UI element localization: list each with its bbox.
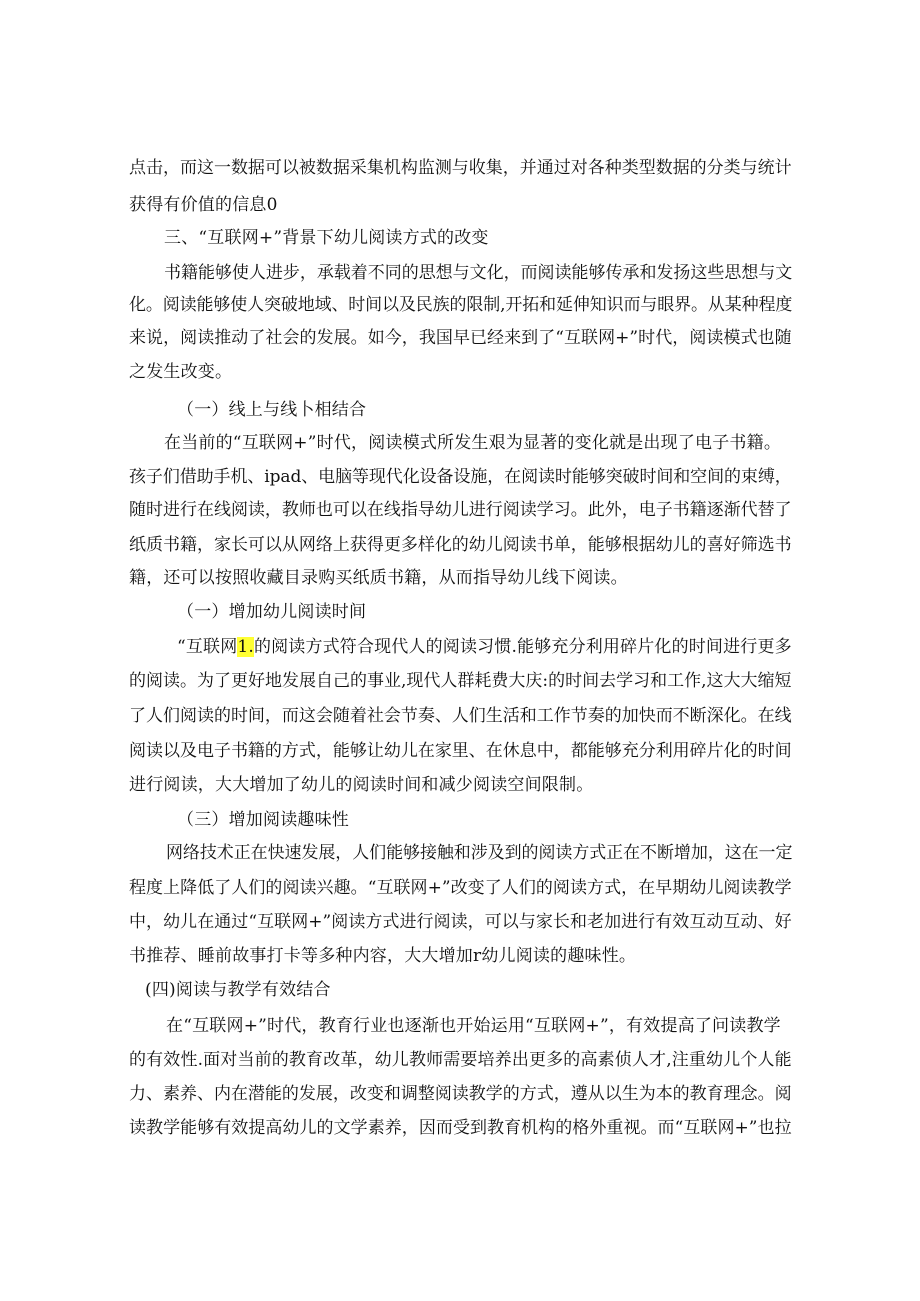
- body-line-5: 化。阅读能够使人突破地域、时间以及民族的限制,开拓和延伸知识而与眼界。从某种程度: [129, 295, 793, 315]
- subsection-heading-3: （三）增加阅读趣味性: [177, 810, 349, 830]
- body-line-28: 力、素养、内在潜能的发展，改变和调整阅读教学的方式，遵从以生为本的教育理念。阅: [129, 1084, 792, 1104]
- body-line-17: 了人们阅读的时间，而这会随着社会节奏、人们生活和工作节奏的加快而不断深化。在线: [129, 706, 792, 726]
- subsection-heading-1: （一）线上与线卜相结合: [177, 400, 367, 420]
- body-line-24: 书推荐、睡前故事打卡等多种内容，大大增加r幼儿阅读的趣味性。: [129, 946, 637, 966]
- highlighted-text: 1.: [237, 637, 254, 657]
- body-line-4: 书籍能够使人进步，承载着不同的思想与文化，而阅读能够传承和发扬这些思想与文: [164, 263, 793, 283]
- body-line-9: 在当前的“互联网+”时代，阅读模式所发生艰为显著的变化就是出现了电子书籍。: [164, 433, 782, 453]
- body-line-12: 纸质书籍，家长可以从网络上获得更多样化的幼儿阅读书单，能够根据幼儿的喜好筛选书: [129, 535, 792, 555]
- section-heading: 三、“互联网+”背景下幼儿阅读方式的改变: [164, 228, 489, 248]
- body-line-21: 网络技术正在快速发展，人们能够接触和涉及到的阅读方式正在不断增加，这在一定: [166, 843, 793, 863]
- line-15-after: 的阅读方式符合现代人的阅读习惯.能够充分利用碎片化的时间进行更多: [253, 637, 792, 657]
- line-15-before: “互联网: [177, 637, 238, 657]
- body-line-26: 在“互联网+”时代，教育行业也逐渐也开始运用“互联网+”，有效提高了问读教学: [166, 1016, 781, 1036]
- body-line-18: 阅读以及电子书籍的方式，能够让幼儿在家里、在休息中，都能够充分利用碎片化的时间: [129, 741, 792, 761]
- body-line-10: 孩子们借助手机、ipad、电脑等现代化设备设施，在阅读时能够突破时间和空间的束缚，: [129, 467, 792, 487]
- body-line-29: 读教学能够有效提高幼儿的文学素养，因而受到教育机构的格外重视。而“互联网+”也拉: [129, 1118, 792, 1138]
- body-line-1: 点击，而这一数据可以被数据采集机构监测与收集，并通过对各种类型数据的分类与统计: [129, 158, 792, 178]
- body-line-23: 中，幼儿在通过“互联网+”阅读方式进行阅读，可以与家长和老加进行有效互动互动、好: [129, 912, 792, 932]
- body-line-19: 进行阅读，大大增加了幼儿的阅读时间和减少阅读空间限制。: [129, 775, 594, 795]
- body-line-27: 的有效性.面对当前的教育改革，幼儿教师需要培养出更多的高素侦人才,注重幼儿个人能: [129, 1050, 792, 1070]
- subsection-heading-4: (四)阅读与教学有效结合: [145, 980, 331, 1000]
- body-line-22: 程度上降低了人们的阅读兴趣。“互联网+”改变了人们的阅读方式，在早期幼儿阅读教学: [129, 878, 792, 898]
- body-line-11: 随时进行在线阅读，教师也可以在线指导幼儿进行阅读学习。此外，电子书籍逐渐代替了: [129, 500, 792, 520]
- subsection-heading-2: （一）增加幼儿阅读时间: [177, 602, 367, 622]
- body-line-7: 之发生改变。: [129, 362, 233, 382]
- body-line-2: 获得有价值的信息0: [129, 195, 278, 215]
- body-line-16: 的阅读。为了更好地发展自己的事业,现代人群耗费大庆:的时间去学习和工作,这大大缩短: [129, 671, 792, 691]
- body-line-6: 来说，阅读推动了社会的发展。如今，我国早已经来到了“互联网+”时代，阅读模式也随: [129, 328, 792, 348]
- body-line-13: 籍，还可以按照收藏目录购买纸质书籍，从而指导幼儿线下阅读。: [129, 568, 628, 588]
- body-line-15: [177, 637, 792, 657]
